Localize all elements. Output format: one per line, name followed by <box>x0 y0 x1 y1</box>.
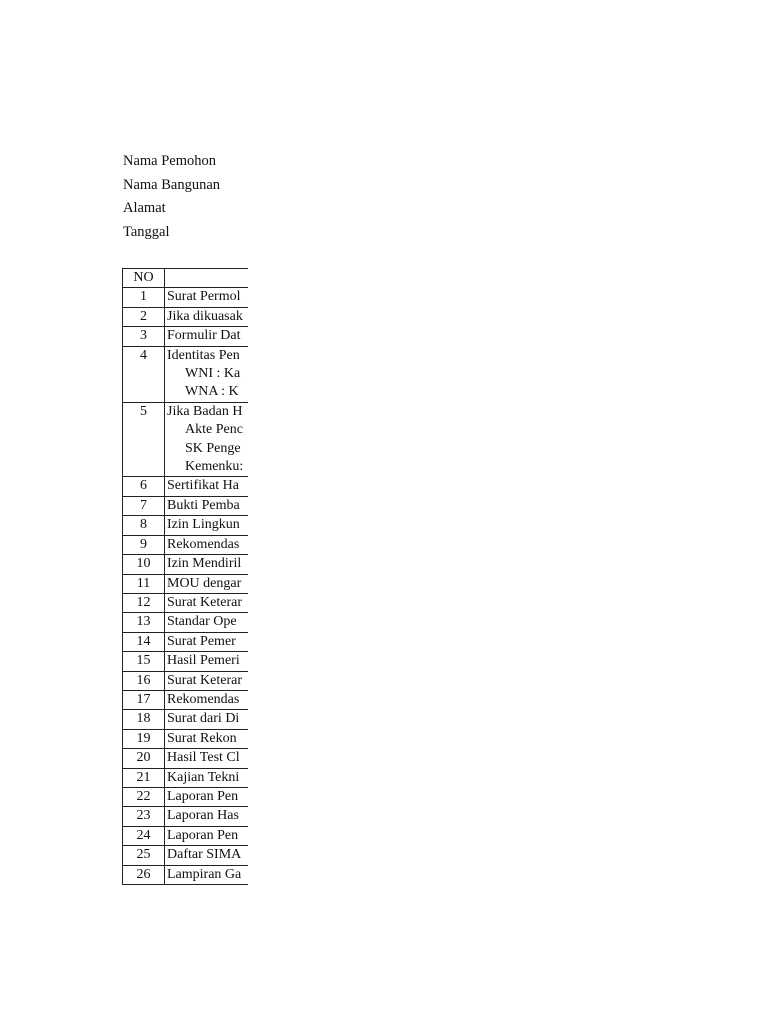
row-item <box>165 496 249 515</box>
field-label-applicant-name: Nama Pemohon <box>123 153 217 169</box>
row-number: 26 <box>123 865 165 884</box>
row-number: 3 <box>123 327 165 346</box>
item-text: Standar Ope <box>167 614 237 630</box>
applicant-fields <box>123 150 220 244</box>
row-item <box>165 865 249 884</box>
item-text: Surat Pemer <box>167 633 236 649</box>
row-item <box>165 613 249 632</box>
row-number: 22 <box>123 787 165 806</box>
row-number: 20 <box>123 749 165 768</box>
row-item <box>165 516 249 535</box>
table-row <box>123 496 249 515</box>
table-row <box>123 632 249 651</box>
table-row <box>123 710 249 729</box>
checklist-table-container <box>122 268 248 885</box>
table-row <box>123 288 249 307</box>
item-text: Hasil Test Cl <box>167 750 240 766</box>
row-number: 17 <box>123 690 165 709</box>
row-item <box>165 307 249 326</box>
row-number: 18 <box>123 710 165 729</box>
item-text: Hasil Pemeri <box>167 653 240 669</box>
row-item <box>165 555 249 574</box>
column-header-item <box>165 269 249 288</box>
row-item <box>165 288 249 307</box>
field-label-building-name: Nama Bangunan <box>123 176 221 193</box>
item-text: Surat dari Di <box>167 711 240 727</box>
item-subtext: Akte Penc <box>185 422 243 438</box>
item-text: Laporan Pen <box>167 827 239 843</box>
field-label-address: Alamat <box>123 200 166 217</box>
row-item <box>165 652 249 671</box>
table-row <box>123 555 249 574</box>
item-text: Formulir Dat <box>167 328 241 344</box>
row-number: 24 <box>123 826 165 845</box>
row-item <box>165 402 249 477</box>
item-text: Bukti Pemba <box>167 497 240 513</box>
table-row <box>123 574 249 593</box>
item-subtext: SK Penge <box>185 440 241 456</box>
row-number: 14 <box>123 632 165 651</box>
item-text: Surat Keterar <box>167 594 243 610</box>
table-row <box>123 729 249 748</box>
row-number: 1 <box>123 288 165 307</box>
item-text: Daftar SIMA <box>167 847 242 863</box>
row-item <box>165 327 249 346</box>
table-row <box>123 535 249 554</box>
row-item <box>165 710 249 729</box>
table-row <box>123 477 249 496</box>
row-number: 23 <box>123 807 165 826</box>
checklist-table <box>122 268 248 885</box>
row-item <box>165 787 249 806</box>
row-item <box>165 729 249 748</box>
row-number: 16 <box>123 671 165 690</box>
table-row <box>123 671 249 690</box>
item-text: Lampiran Ga <box>167 866 242 882</box>
table-row <box>123 826 249 845</box>
row-number: 21 <box>123 768 165 787</box>
row-number: 4 <box>123 346 165 402</box>
table-row <box>123 787 249 806</box>
item-subtext: Kemenku: <box>185 459 244 475</box>
row-item <box>165 846 249 865</box>
item-text: Sertifikat Ha <box>167 478 239 494</box>
table-row <box>123 402 249 477</box>
table-row <box>123 768 249 787</box>
table-row <box>123 516 249 535</box>
row-item <box>165 807 249 826</box>
table-row <box>123 307 249 326</box>
item-text: Jika dikuasak <box>167 308 243 324</box>
row-number: 13 <box>123 613 165 632</box>
row-item <box>165 671 249 690</box>
item-text: Surat Keterar <box>167 672 243 688</box>
item-text: Laporan Has <box>167 808 239 824</box>
item-text: MOU dengar <box>167 575 242 591</box>
item-subtext: WNI : Ka <box>185 366 241 382</box>
table-row <box>123 690 249 709</box>
row-number: 9 <box>123 535 165 554</box>
item-text: Kajian Tekni <box>167 769 240 785</box>
row-number: 11 <box>123 574 165 593</box>
table-row <box>123 807 249 826</box>
table-row <box>123 749 249 768</box>
table-row <box>123 613 249 632</box>
row-number: 5 <box>123 402 165 477</box>
row-item <box>165 535 249 554</box>
row-item <box>165 749 249 768</box>
item-text: Identitas Pen <box>167 347 240 363</box>
table-row <box>123 593 249 612</box>
item-text: Surat Rekon <box>167 730 237 746</box>
table-row <box>123 327 249 346</box>
table-header-row <box>123 269 249 288</box>
row-item <box>165 768 249 787</box>
column-header-no: NO <box>123 269 165 288</box>
row-number: 8 <box>123 516 165 535</box>
item-text: Rekomendas <box>167 691 240 707</box>
row-number: 12 <box>123 593 165 612</box>
item-text: Surat Permol <box>167 289 241 305</box>
row-item <box>165 826 249 845</box>
row-number: 2 <box>123 307 165 326</box>
table-row <box>123 846 249 865</box>
row-number: 25 <box>123 846 165 865</box>
row-number: 6 <box>123 477 165 496</box>
row-number: 19 <box>123 729 165 748</box>
row-number: 10 <box>123 555 165 574</box>
row-item <box>165 346 249 402</box>
row-item <box>165 632 249 651</box>
table-row <box>123 865 249 884</box>
table-row <box>123 346 249 402</box>
item-text: Izin Lingkun <box>167 517 240 533</box>
item-text: Rekomendas <box>167 536 240 552</box>
item-text: Laporan Pen <box>167 788 239 804</box>
row-item <box>165 593 249 612</box>
item-subtext: WNA : K <box>185 384 239 400</box>
row-number: 7 <box>123 496 165 515</box>
row-item <box>165 477 249 496</box>
row-item <box>165 690 249 709</box>
table-row <box>123 652 249 671</box>
row-number: 15 <box>123 652 165 671</box>
field-label-date: Tanggal <box>123 223 170 240</box>
item-text: Jika Badan H <box>167 403 243 419</box>
item-text: Izin Mendiril <box>167 556 242 572</box>
row-item <box>165 574 249 593</box>
